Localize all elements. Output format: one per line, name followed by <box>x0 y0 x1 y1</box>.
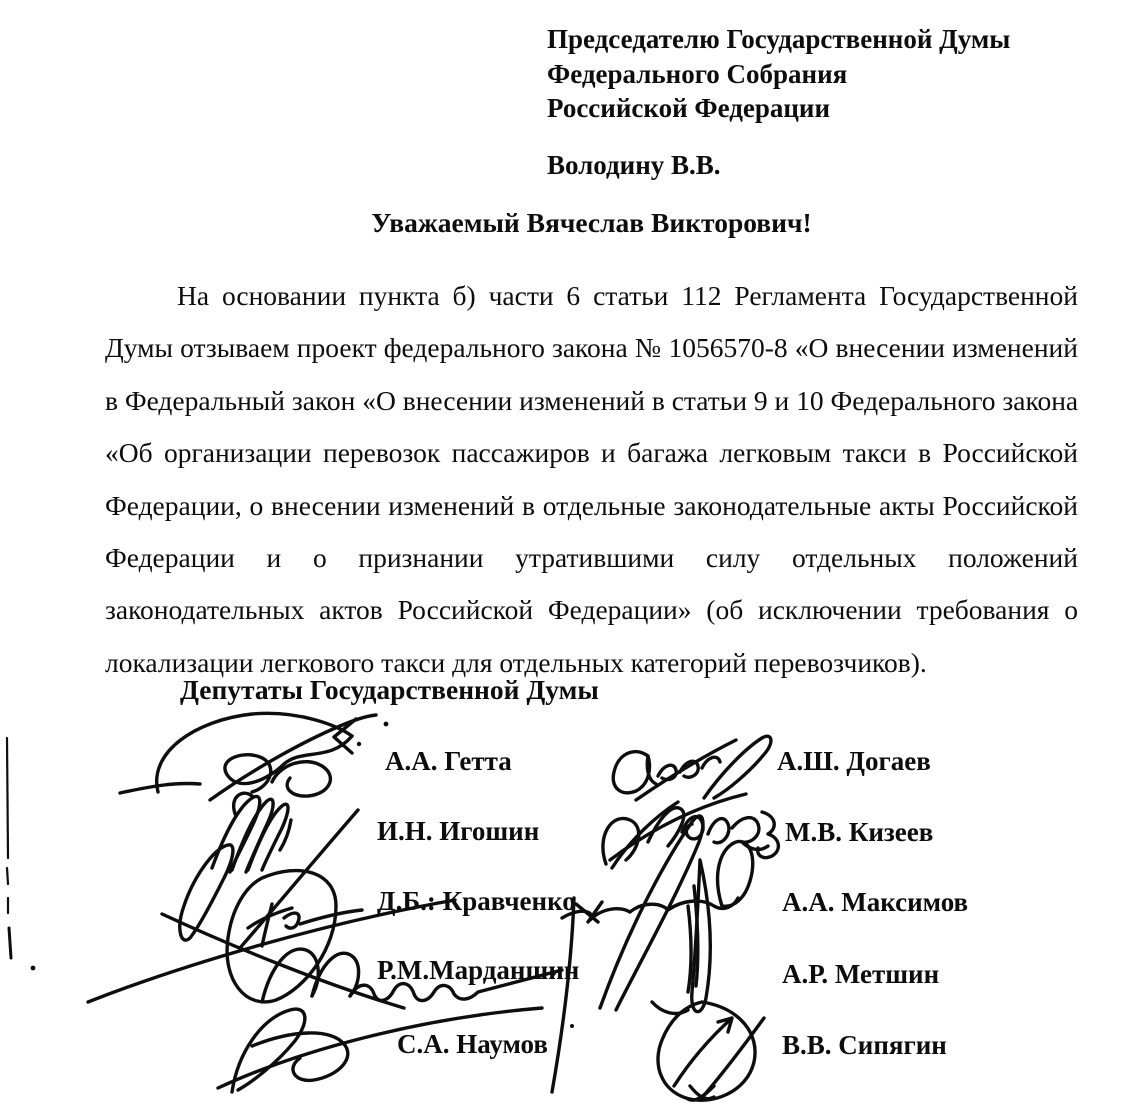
salutation: Уважаемый Вячеслав Викторович! <box>371 207 812 238</box>
body-line: Думы отзываем проект федерального закона № 1056570-8 «О внесении изменений <box>105 332 1078 364</box>
body-line: локализации легкового такси для отдельных категорий перевозчиков). <box>105 646 927 678</box>
body-line: Федерации, о внесении изменений в отдельные законодательные акты Российской <box>105 489 1078 521</box>
recipient-block <box>547 22 1010 126</box>
recipient-line-1: Председателю Государственной Думы <box>547 24 1011 54</box>
signature-mardanshin <box>88 898 574 1092</box>
signer-name-igoshin: И.Н. Игошин <box>377 816 540 846</box>
signer-name-metshin: А.Р. Метшин <box>782 959 940 989</box>
body-line: На основании пункта б) части 6 статьи 112 Регламента Государственной <box>177 280 1078 311</box>
recipient-line-3: Российской Федерации <box>547 93 831 123</box>
signer-name-kravchenko: Д.Б.: Кравченко <box>377 886 576 916</box>
body-line: законодательных актов Российской Федерации» (об исключении требования о <box>105 594 1078 626</box>
signature-getta <box>120 713 388 800</box>
signer-name-maksimov: А.А. Максимов <box>782 887 969 917</box>
signature-sipyagin <box>658 1002 764 1100</box>
signer-name-mardanshin: Р.М.Марданшин <box>377 955 580 985</box>
recipient-line-2: Федерального Собрания <box>547 58 848 89</box>
signature-maksimov <box>562 841 753 922</box>
signer-name-dogaev: А.Ш. Догаев <box>777 746 931 776</box>
recipient-name: Володину В.В. <box>547 150 721 180</box>
body-line: в Федеральный закон «О внесении изменений в статьи 9 и 10 Федерального закона <box>105 384 1079 416</box>
signer-name-getta: А.А. Гетта <box>385 746 512 776</box>
body-line: Федерации и о признании утратившими силу отдельных положений <box>105 541 1078 573</box>
signer-name-sipyagin: В.В. Сипягин <box>782 1030 947 1060</box>
body-line: «Об организации перевозок пассажиров и багажа легковым такси в Российской <box>105 437 1078 469</box>
signer-name-naumov: С.А. Наумов <box>397 1029 548 1059</box>
body-paragraph <box>105 270 1078 689</box>
signature-metshin <box>600 816 710 1013</box>
signature-kizeev <box>603 794 778 868</box>
signature-igoshin <box>180 793 291 940</box>
signer-name-kizeev: М.В. Кизеев <box>785 817 934 847</box>
signature-kravchenko <box>227 810 362 1002</box>
signers-heading: Депутаты Государственной Думы <box>180 674 599 705</box>
signature-dogaev <box>613 736 771 800</box>
